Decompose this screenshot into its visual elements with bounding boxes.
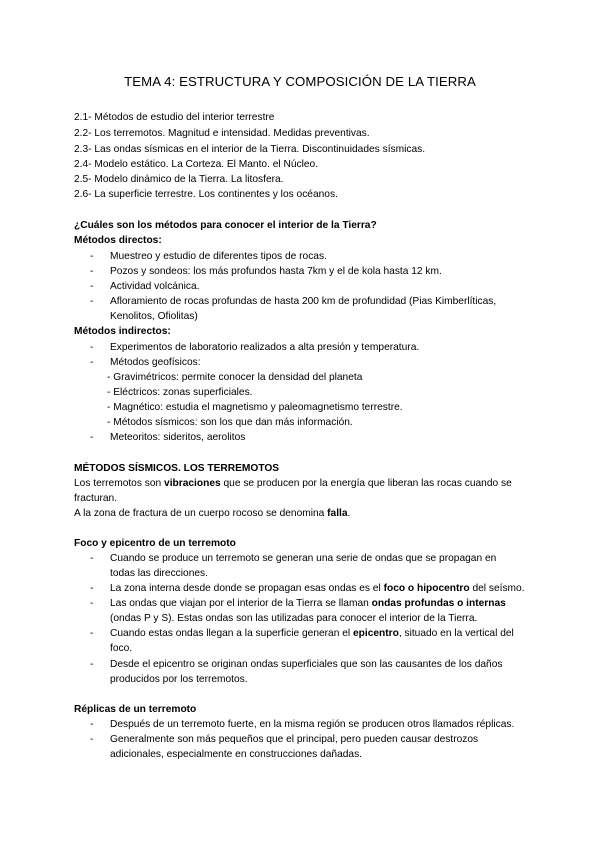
focus-item: La zona interna desde donde se propagan esas ondas es el foco o hipocentro del seísmo. (110, 583, 525, 594)
index-item: 2.4- Modelo estático. La Corteza. El Manto. el Núcleo. (74, 159, 319, 170)
focus-item-continued: foco. (110, 643, 133, 654)
bullet-dash: - (90, 659, 94, 670)
index-item: 2.6- La superficie terrestre. Los continentes y los océanos. (74, 189, 338, 200)
direct-item-continued: Kenolitos, Ofiolitas) (110, 311, 198, 322)
direct-item: Actividad volcánica. (110, 281, 200, 292)
page-title: TEMA 4: ESTRUCTURA Y COMPOSICIÓN DE LA TIERRA (124, 74, 476, 89)
index-item: 2.2- Los terremotos. Magnitud e intensidad. Medidas preventivas. (74, 128, 370, 139)
indirect-subitem: - Eléctricos: zonas superficiales. (107, 387, 253, 398)
bullet-dash: - (90, 734, 94, 745)
aftershocks-item-continued: adicionales, especialmente en construcciones dañadas. (110, 749, 363, 760)
seismic-paragraph-2: A la zona de fractura de un cuerpo rocoso se denomina falla. (74, 508, 351, 519)
section-question: ¿Cuáles son los métodos para conocer el interior de la Tierra? (74, 220, 377, 231)
aftershocks-item: Generalmente son más pequeños que el principal, pero pueden causar destrozos (110, 734, 479, 745)
focus-item-continued: todas las direcciones. (110, 568, 208, 579)
indirect-subitem: - Gravimétricos: permite conocer la densidad del planeta (107, 372, 363, 383)
bullet-dash: - (90, 598, 94, 609)
bullet-dash: - (90, 342, 94, 353)
focus-item: Las ondas que viajan por el interior de la Tierra se llaman ondas profundas o internas (110, 598, 506, 609)
bullet-dash: - (90, 266, 94, 277)
bullet-dash: - (90, 628, 94, 639)
seismic-paragraph-1: Los terremotos son vibraciones que se producen por la energía que liberan las rocas cuando se (74, 478, 512, 489)
indirect-subitem: - Métodos sísmicos: son los que dan más información. (107, 417, 353, 428)
seismic-heading: MÉTODOS SÍSMICOS. LOS TERREMOTOS (74, 463, 280, 474)
bullet-dash: - (90, 553, 94, 564)
seismic-paragraph-1-continued: fracturan. (74, 493, 118, 504)
bullet-dash: - (90, 583, 94, 594)
focus-item-continued: producidos por los terremotos. (110, 674, 248, 685)
aftershocks-heading: Réplicas de un terremoto (74, 704, 197, 715)
direct-methods-heading: Métodos directos: (74, 235, 162, 246)
bullet-dash: - (90, 251, 94, 262)
index-item: 2.1- Métodos de estudio del interior terrestre (74, 112, 275, 123)
bullet-dash: - (90, 357, 94, 368)
bullet-dash: - (90, 281, 94, 292)
focus-item: Cuando estas ondas llegan a la superficie generan el epicentro, situado en la vertical del (110, 628, 514, 639)
bullet-dash: - (90, 432, 94, 443)
indirect-methods-heading: Métodos indirectos: (74, 326, 171, 337)
direct-item: Pozos y sondeos: los más profundos hasta 7km y el de kola hasta 12 km. (110, 266, 442, 277)
focus-item: Desde el epicentro se originan ondas superficiales que son las causantes de los daños (110, 659, 503, 670)
indirect-subitem: - Magnético: estudia el magnetismo y paleomagnetismo terrestre. (107, 402, 403, 413)
focus-item: Cuando se produce un terremoto se generan una serie de ondas que se propagan en (110, 553, 497, 564)
bullet-dash: - (90, 296, 94, 307)
indirect-item: Métodos geofísicos: (110, 357, 201, 368)
index-item: 2.5- Modelo dinámico de la Tierra. La litosfera. (74, 174, 284, 185)
aftershocks-item: Después de un terremoto fuerte, en la misma región se producen otros llamados réplicas. (110, 719, 515, 730)
focus-heading: Foco y epicentro de un terremoto (74, 538, 236, 549)
bullet-dash: - (90, 719, 94, 730)
indirect-item: Experimentos de laboratorio realizados a alta presión y temperatura. (110, 342, 420, 353)
direct-item: Muestreo y estudio de diferentes tipos de rocas. (110, 251, 327, 262)
indirect-item: Meteoritos: sideritos, aerolitos (110, 432, 246, 443)
direct-item: Afloramiento de rocas profundas de hasta 200 km de profundidad (Pias Kimberlíticas, (110, 296, 497, 307)
index-item: 2.3- Las ondas sísmicas en el interior de la Tierra. Discontinuidades sísmicas. (74, 144, 426, 155)
focus-item-continued: (ondas P y S). Estas ondas son las utilizadas para conocer el interior de la Tierra. (110, 613, 478, 624)
